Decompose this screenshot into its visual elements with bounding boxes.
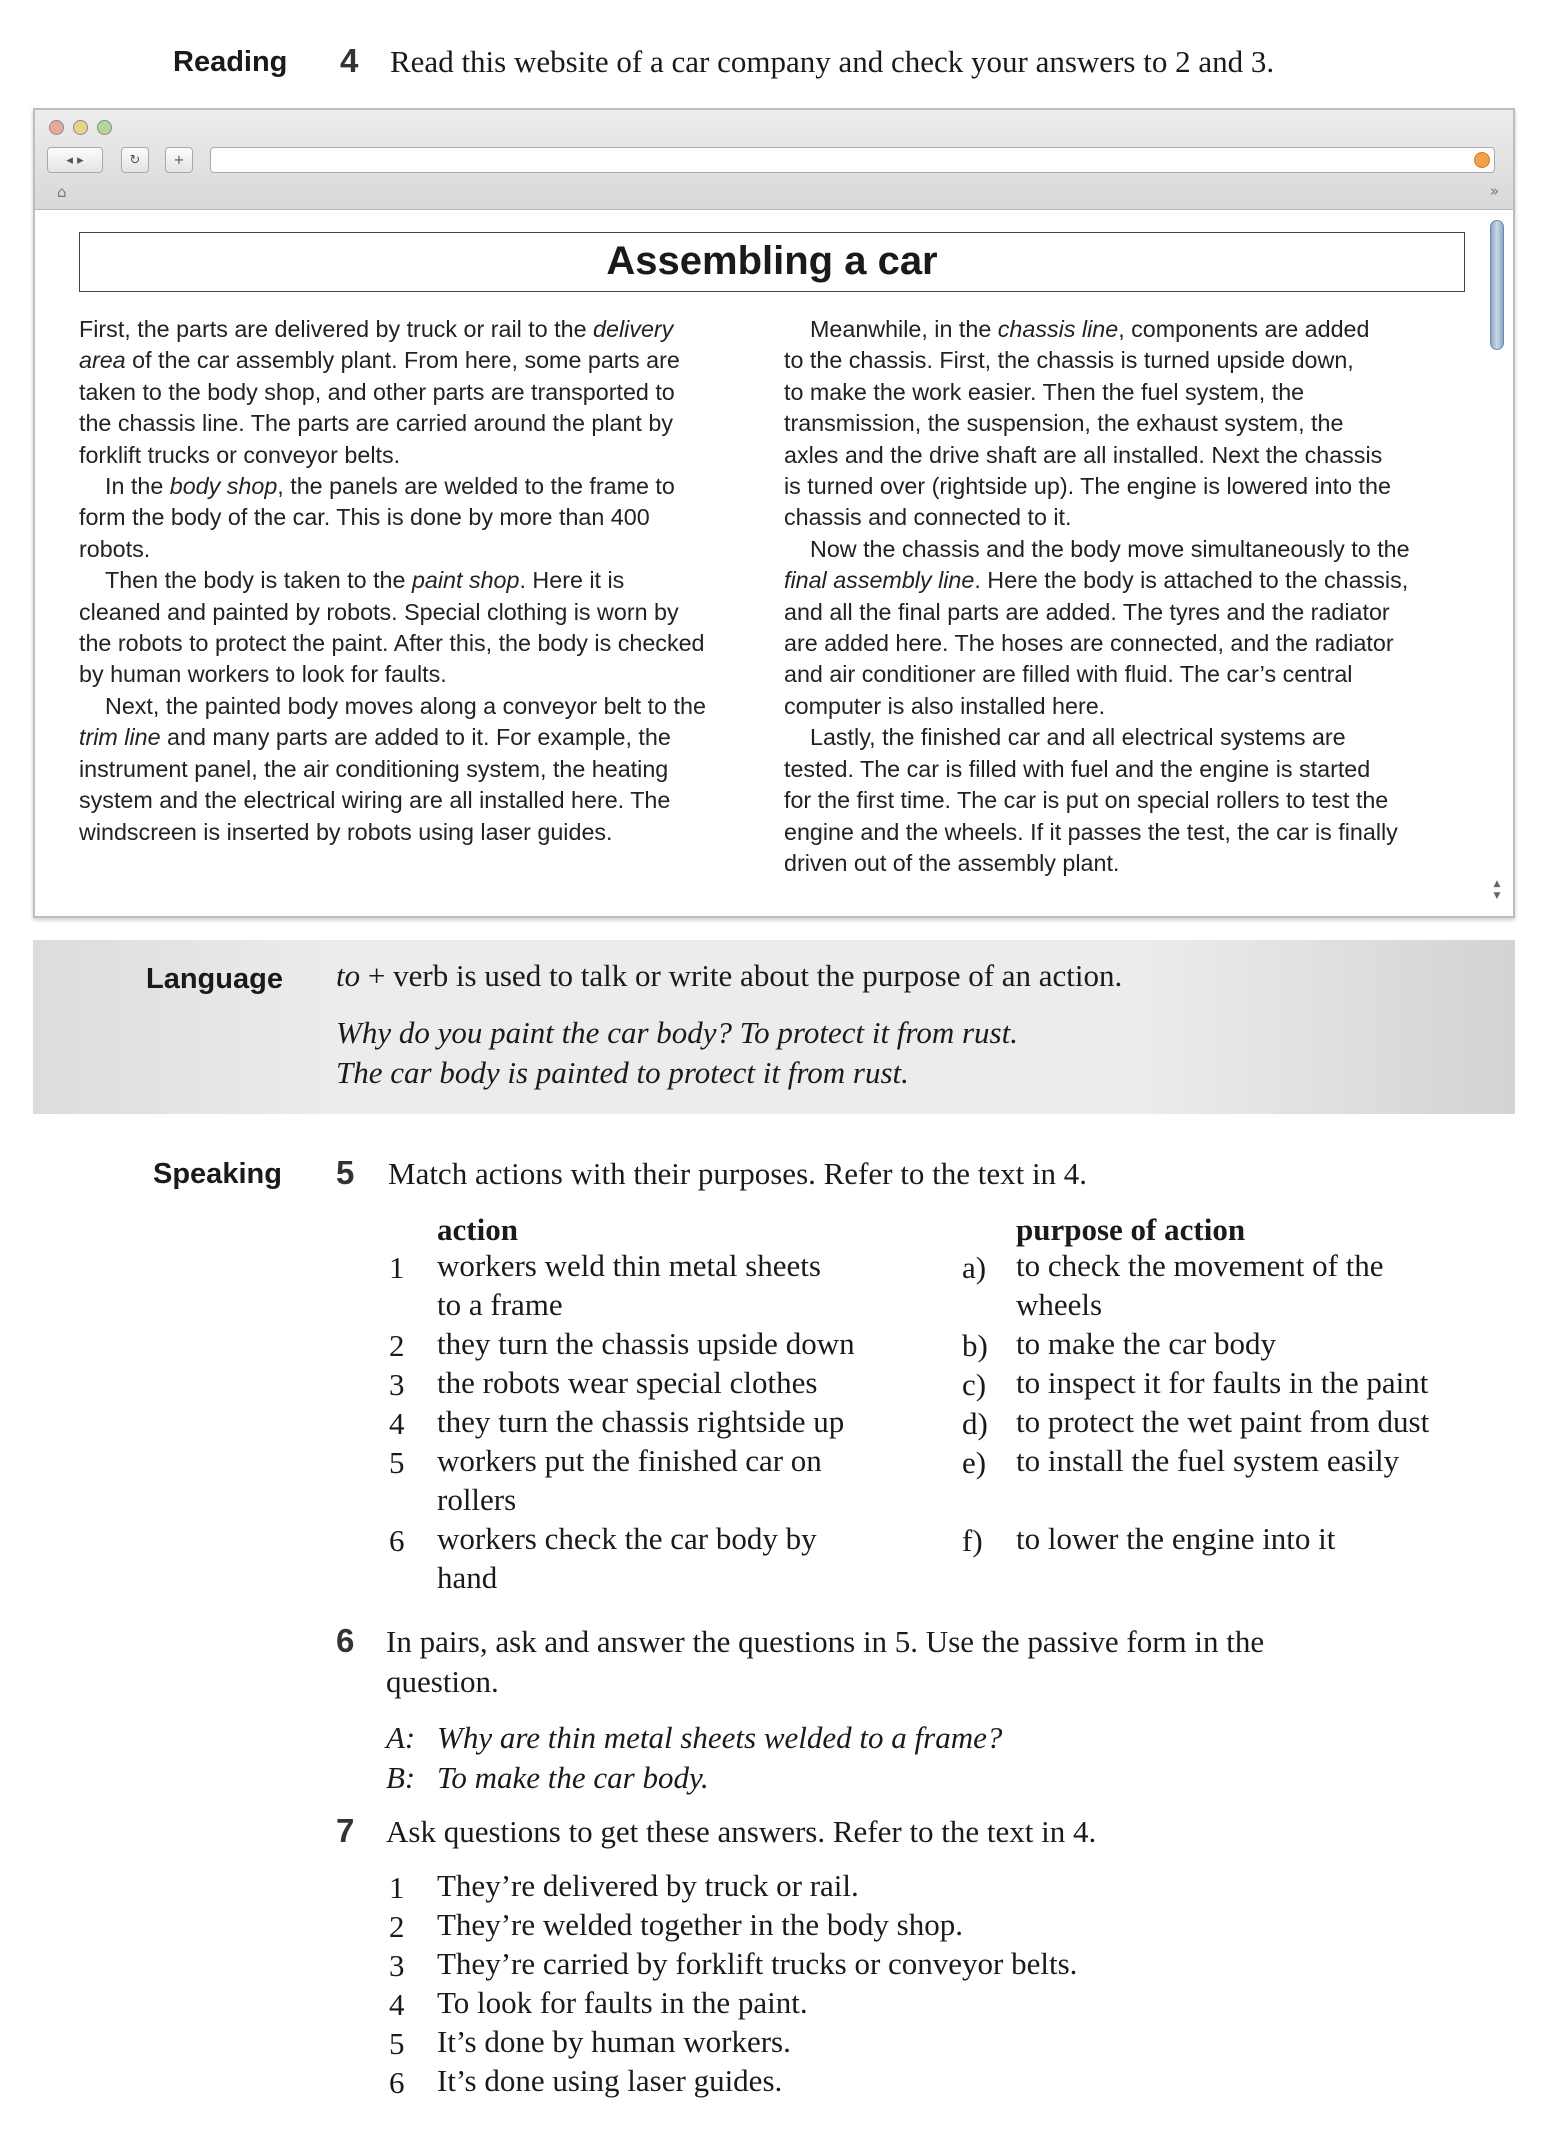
bookmarks-icon[interactable]: ⌂ xyxy=(57,183,67,201)
article-text: , the panels are welded to the frame to xyxy=(277,473,675,500)
article-line xyxy=(79,817,769,848)
article-line xyxy=(784,534,1474,565)
purpose-letter: c) xyxy=(962,1367,987,1402)
article-text: cleaned and painted by robots. Special clothing is worn by xyxy=(79,598,679,625)
article-text: instrument panel, the air conditioning system, the heating xyxy=(79,755,669,782)
article-left-column xyxy=(79,314,769,848)
action-number: 3 xyxy=(389,1367,405,1402)
close-window-icon[interactable] xyxy=(49,120,64,135)
article-text: First, the parts are delivered by truck or rail to the xyxy=(79,316,594,342)
article-text: . Here it is xyxy=(519,567,625,594)
answer-number: 2 xyxy=(389,1909,405,1944)
article-line xyxy=(784,659,1474,690)
article-term: area xyxy=(79,347,126,374)
article-text: and air conditioner are filled with fluid. The car’s central xyxy=(784,661,1353,688)
answer-number: 3 xyxy=(389,1948,405,1983)
article-line xyxy=(784,345,1474,376)
article-line xyxy=(784,754,1474,785)
rule-to: to xyxy=(336,958,361,993)
new-tab-button[interactable]: + xyxy=(165,147,193,173)
article-text: computer is also installed here. xyxy=(784,692,1106,719)
purpose-text-continued: wheels xyxy=(1016,1287,1103,1322)
action-text: workers check the car body by xyxy=(437,1521,817,1556)
article-line xyxy=(784,817,1474,848)
action-text-continued: rollers xyxy=(437,1482,517,1517)
article-line xyxy=(784,440,1474,471)
answer-text: They’re carried by forklift trucks or conveyor belts. xyxy=(437,1946,1078,1981)
rule-rest: + verb is used to talk or write about the purpose of an action. xyxy=(360,958,1123,993)
action-text-continued: hand xyxy=(437,1560,498,1595)
dialog-b-text: To make the car body. xyxy=(437,1760,709,1795)
article-text: transmission, the suspension, the exhaust system, the xyxy=(784,410,1344,437)
exercise-7-instruction: Ask questions to get these answers. Refer to the text in 4. xyxy=(386,1814,1097,1849)
article-term: chassis line xyxy=(997,316,1119,342)
reading-section-label: Reading xyxy=(173,46,288,78)
purpose-letter: f) xyxy=(962,1523,983,1558)
exercise-6-number: 6 xyxy=(336,1622,355,1659)
action-text: they turn the chassis upside down xyxy=(437,1326,855,1361)
action-number: 4 xyxy=(389,1406,405,1441)
article-term: paint shop xyxy=(411,567,520,594)
article-text: for the first time. The car is put on special rollers to test the xyxy=(784,787,1389,814)
article-text: driven out of the assembly plant. xyxy=(784,849,1120,876)
article-text: and many parts are added to it. For example, the xyxy=(160,724,671,751)
article-line xyxy=(784,691,1474,722)
action-text: they turn the chassis rightside up xyxy=(437,1404,845,1439)
browser-window xyxy=(33,108,1515,918)
answer-text: They’re delivered by truck or rail. xyxy=(437,1868,859,1903)
action-text-continued: to a frame xyxy=(437,1287,563,1322)
article-text: , components are added xyxy=(1118,316,1370,342)
article-text: to the chassis. First, the chassis is turned upside down, xyxy=(784,347,1354,374)
article-line xyxy=(79,785,769,816)
answer-text: To look for faults in the paint. xyxy=(437,1985,808,2020)
purpose-text: to protect the wet paint from dust xyxy=(1016,1404,1430,1439)
article-text: system and the electrical wiring are all installed here. The xyxy=(79,787,671,814)
answer-number: 1 xyxy=(389,1870,405,1905)
article-line xyxy=(79,502,769,533)
back-forward-button[interactable]: ◂ ▸ xyxy=(47,147,103,173)
article-line xyxy=(79,597,769,628)
action-column-header: action xyxy=(437,1212,518,1247)
purpose-text: to lower the engine into it xyxy=(1016,1521,1336,1556)
answer-number: 4 xyxy=(389,1987,405,2022)
scrollbar[interactable] xyxy=(1489,212,1505,912)
action-text: workers weld thin metal sheets xyxy=(437,1248,821,1283)
purpose-letter: b) xyxy=(962,1328,988,1363)
action-number: 1 xyxy=(389,1250,405,1285)
article-text: are added here. The hoses are connected, and the radiator xyxy=(784,630,1394,657)
language-section-label: Language xyxy=(146,963,283,995)
article-line xyxy=(784,377,1474,408)
article-line xyxy=(784,565,1474,596)
page-title: Assembling a car xyxy=(606,239,938,283)
article-text: chassis and connected to it. xyxy=(784,504,1072,531)
article-text: taken to the body shop, and other parts are transported to xyxy=(79,378,675,405)
purpose-text: to inspect it for faults in the paint xyxy=(1016,1365,1429,1400)
article-text: the robots to protect the paint. After this, the body is checked xyxy=(79,630,705,657)
article-line xyxy=(784,628,1474,659)
article-term: delivery xyxy=(593,316,674,342)
article-text: Next, the painted body moves along a conveyor belt to the xyxy=(105,692,706,719)
article-line xyxy=(79,659,769,690)
article-right-column xyxy=(784,314,1474,879)
more-chevron-icon[interactable]: » xyxy=(1489,182,1499,200)
scrollbar-thumb[interactable] xyxy=(1490,220,1504,350)
article-text: the chassis line. The parts are carried around the plant by xyxy=(79,410,673,437)
reload-button[interactable]: ↻ xyxy=(121,147,149,173)
article-line xyxy=(79,345,769,376)
language-example-2: The car body is painted to protect it from rust. xyxy=(336,1055,909,1090)
answer-text: They’re welded together in the body shop. xyxy=(437,1907,963,1942)
exercise-6-instruction-line2: question. xyxy=(386,1664,499,1699)
dialog-a-label: A: xyxy=(386,1720,416,1755)
article-line xyxy=(784,408,1474,439)
article-text: axles and the drive shaft are all installed. Next the chassis xyxy=(784,441,1383,468)
purpose-letter: d) xyxy=(962,1406,988,1441)
exercise-6-instruction-line1: In pairs, ask and answer the questions in 5. Use the passive form in the xyxy=(386,1624,1265,1659)
article-text: is turned over (rightside up). The engine is lowered into the xyxy=(784,473,1391,500)
article-term: trim line xyxy=(79,724,161,751)
article-line xyxy=(79,565,769,596)
article-line xyxy=(79,534,769,565)
article-line xyxy=(79,722,769,753)
action-number: 2 xyxy=(389,1328,405,1363)
article-line xyxy=(79,691,769,722)
action-number: 6 xyxy=(389,1523,405,1558)
language-example-1: Why do you paint the car body? To protect it from rust. xyxy=(336,1015,1018,1050)
speaking-section-label: Speaking xyxy=(153,1158,282,1190)
answer-text: It’s done using laser guides. xyxy=(437,2063,783,2098)
article-line xyxy=(79,314,769,345)
article-text: Now the chassis and the body move simultaneously to the xyxy=(810,535,1410,562)
minimize-window-icon[interactable] xyxy=(73,120,88,135)
article-text: engine and the wheels. If it passes the test, the car is finally xyxy=(784,818,1398,845)
action-text: workers put the finished car on xyxy=(437,1443,822,1478)
scroll-arrows-icon[interactable]: ▲ ▼ xyxy=(1493,879,1501,901)
article-text: tested. The car is filled with fuel and the engine is started xyxy=(784,755,1371,782)
article-line xyxy=(79,628,769,659)
purpose-letter: e) xyxy=(962,1445,987,1480)
purpose-letter: a) xyxy=(962,1250,987,1285)
answer-text: It’s done by human workers. xyxy=(437,2024,791,2059)
article-line xyxy=(79,754,769,785)
article-text: form the body of the car. This is done by more than 400 xyxy=(79,504,650,531)
article-line xyxy=(79,408,769,439)
article-text: by human workers to look for faults. xyxy=(79,661,447,688)
purpose-text: to install the fuel system easily xyxy=(1016,1443,1400,1478)
action-number: 5 xyxy=(389,1445,405,1480)
purpose-column-header: purpose of action xyxy=(1016,1212,1246,1247)
exercise-5-instruction: Match actions with their purposes. Refer to the text in 4. xyxy=(388,1156,1088,1191)
article-line xyxy=(784,597,1474,628)
action-text: the robots wear special clothes xyxy=(437,1365,818,1400)
language-rule xyxy=(336,958,1122,994)
address-bar[interactable] xyxy=(210,147,1495,173)
article-line xyxy=(784,722,1474,753)
article-line xyxy=(79,440,769,471)
purpose-text: to make the car body xyxy=(1016,1326,1276,1361)
article-term: final assembly line xyxy=(784,567,975,594)
article-text: In the xyxy=(105,473,170,500)
rss-icon[interactable] xyxy=(1474,152,1490,168)
browser-toolbar xyxy=(35,110,1513,210)
page-title-box xyxy=(79,232,1465,292)
article-text: Meanwhile, in the xyxy=(810,316,998,342)
article-text: to make the work easier. Then the fuel system, the xyxy=(784,378,1305,405)
article-text: Then the body is taken to the xyxy=(105,567,412,594)
article-line xyxy=(784,848,1474,879)
article-line xyxy=(784,314,1474,345)
article-line xyxy=(79,377,769,408)
article-text: of the car assembly plant. From here, some parts are xyxy=(125,347,680,374)
article-line xyxy=(784,471,1474,502)
exercise-7-number: 7 xyxy=(336,1812,355,1849)
answer-number: 5 xyxy=(389,2026,405,2061)
article-line xyxy=(784,785,1474,816)
zoom-window-icon[interactable] xyxy=(97,120,112,135)
article-text: Lastly, the finished car and all electrical systems are xyxy=(810,724,1346,751)
article-line xyxy=(79,471,769,502)
dialog-b-label: B: xyxy=(386,1760,416,1795)
exercise-4-number: 4 xyxy=(340,42,359,79)
purpose-text: to check the movement of the xyxy=(1016,1248,1384,1283)
answer-number: 6 xyxy=(389,2065,405,2100)
article-text: windscreen is inserted by robots using laser guides. xyxy=(79,818,613,845)
exercise-4-instruction: Read this website of a car company and check your answers to 2 and 3. xyxy=(390,44,1275,79)
article-text: robots. xyxy=(79,535,151,562)
article-text: forklift trucks or conveyor belts. xyxy=(79,441,401,468)
article-text: . Here the body is attached to the chassis, xyxy=(974,567,1409,594)
article-line xyxy=(784,502,1474,533)
article-term: body shop xyxy=(169,473,278,500)
article-text: and all the final parts are added. The tyres and the radiator xyxy=(784,598,1390,625)
exercise-5-number: 5 xyxy=(336,1154,355,1191)
dialog-a-text: Why are thin metal sheets welded to a frame? xyxy=(437,1720,1003,1755)
